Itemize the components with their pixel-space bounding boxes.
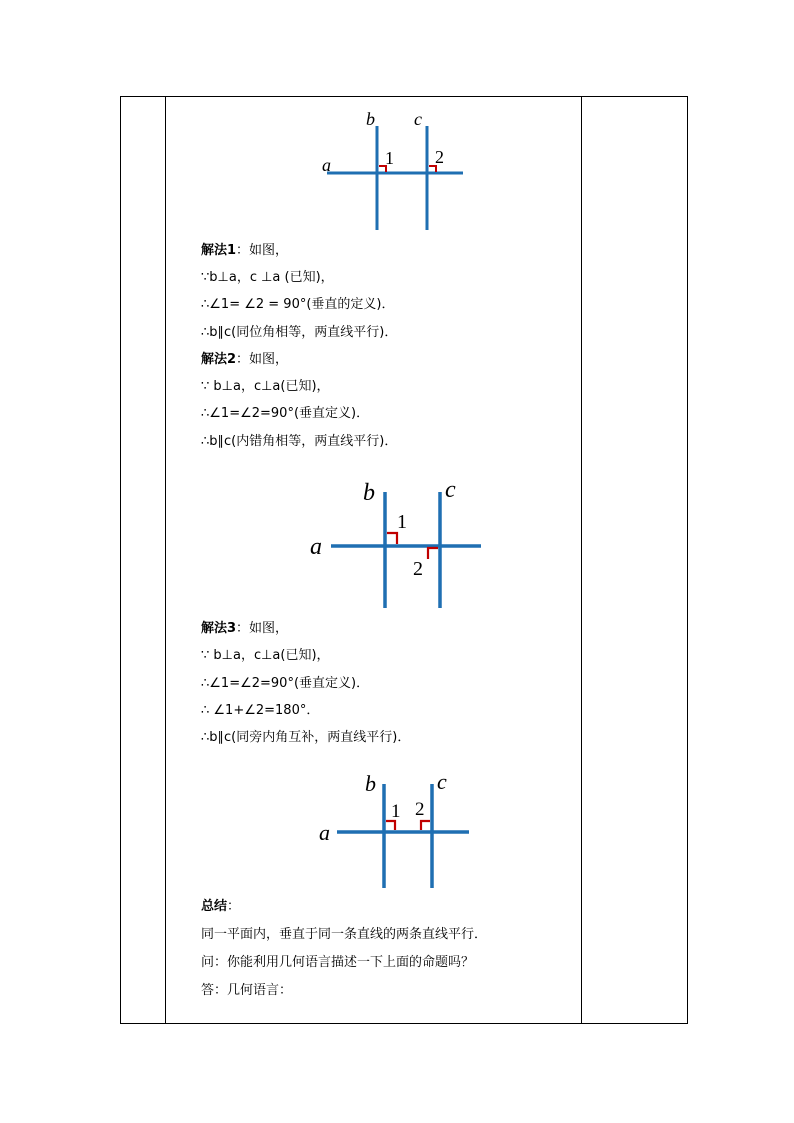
- method3-line3: ∴ ∠1+∠2=180°．: [201, 703, 320, 718]
- content-cell: [165, 96, 581, 1024]
- method3-title-line: [201, 620, 288, 638]
- summary-title-suffix: ：: [227, 899, 241, 914]
- summary-answer: 答：几何语言：: [201, 983, 293, 998]
- method2-line3: ∴b∥c(内错角相等，两直线平行)．: [201, 434, 398, 449]
- summary-title-line: [201, 898, 240, 916]
- method1-line2: ∴∠1= ∠2 = 90°(垂直的定义)．: [201, 297, 395, 312]
- line-a-label: a: [319, 820, 330, 845]
- method3-line2: ∴∠1=∠2=90°(垂直定义)．: [201, 676, 370, 691]
- angle-2-label: 2: [413, 558, 423, 580]
- method3-title-suffix: ：如图，: [236, 621, 289, 636]
- method1-title-line: [201, 242, 288, 260]
- line-b-label: b: [365, 771, 376, 796]
- line-b-label: b: [363, 480, 375, 506]
- method1-line1: ∵b⊥a，c ⊥a (已知)，: [201, 270, 334, 285]
- method3-line4: ∴b∥c(同旁内角互补，两直线平行)．: [201, 730, 411, 745]
- method3-title: 解法3: [201, 621, 237, 636]
- method2-title-suffix: ：如图，: [236, 352, 289, 367]
- method1-title: 解法1: [201, 243, 237, 258]
- line-a-label: a: [322, 155, 331, 175]
- method1-title-suffix: ：如图，: [236, 243, 289, 258]
- method3-line1: ∵ b⊥a，c⊥a(已知)，: [201, 648, 330, 663]
- method2-title-line: [201, 351, 288, 369]
- line-c-label: c: [414, 109, 422, 129]
- angle-1-label: 1: [391, 801, 401, 822]
- line-a-label: a: [310, 534, 322, 560]
- method2-line1: ∵ b⊥a，c⊥a(已知)，: [201, 379, 330, 394]
- figure-2: [305, 474, 495, 614]
- angle-1-label: 1: [397, 511, 407, 533]
- line-c-label: c: [445, 477, 456, 503]
- summary-question: 问：你能利用几何语言描述一下上面的命题吗？: [201, 955, 475, 970]
- summary-line1: 同一平面内，垂直于同一条直线的两条直线平行．: [201, 927, 488, 942]
- table-column-divider-2: [581, 97, 582, 1023]
- figure-1: [315, 104, 475, 234]
- method1-line3: ∴b∥c(同位角相等，两直线平行)．: [201, 325, 398, 340]
- figure-3: [315, 768, 475, 893]
- summary-title: 总结: [201, 899, 228, 914]
- line-c-label: c: [437, 769, 447, 794]
- angle-1-label: 1: [385, 148, 394, 168]
- method2-title: 解法2: [201, 352, 237, 367]
- angle-2-label: 2: [435, 147, 444, 167]
- method2-line2: ∴∠1=∠2=90°(垂直定义)．: [201, 406, 370, 421]
- angle-2-label: 2: [415, 799, 425, 820]
- line-b-label: b: [366, 109, 375, 129]
